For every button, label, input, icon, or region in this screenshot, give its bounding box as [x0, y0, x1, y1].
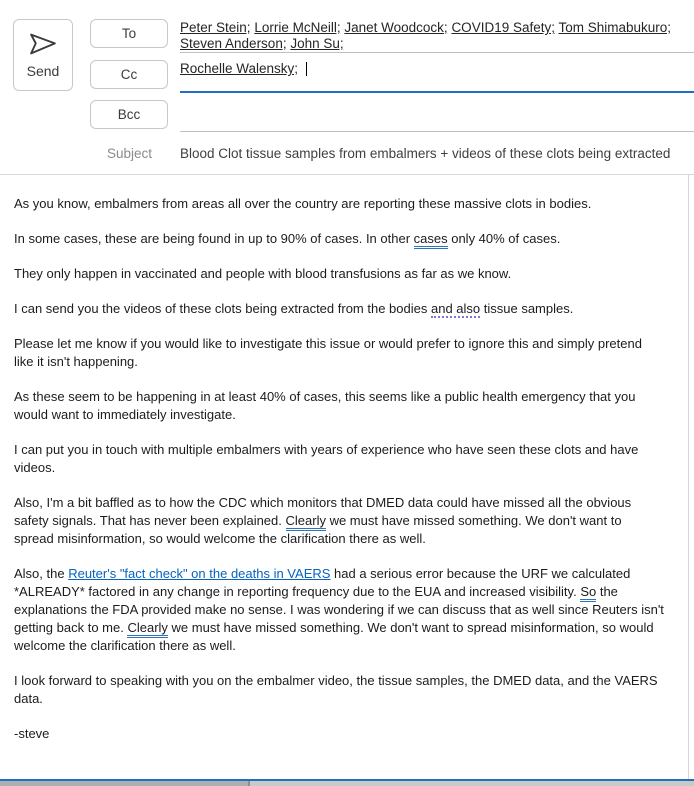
recipient-link[interactable]: Lorrie McNeill; [254, 20, 341, 35]
proofing-marked-text: So [580, 584, 596, 602]
send-button[interactable] [13, 19, 73, 91]
body-paragraph [14, 441, 664, 477]
body-text: Please let me know if you would like to investigate this issue or would prefer to ignore this and simply pretend like it isn't happening. [14, 336, 642, 369]
cc-field[interactable] [180, 61, 694, 93]
body-text: I can put you in touch with multiple embalmers with years of experience who have seen these clots and have videos. [14, 442, 639, 475]
horizontal-scrollbar-thumb[interactable] [0, 781, 248, 786]
scrollbar-splitter [248, 781, 250, 786]
recipient-link[interactable]: COVID19 Safety; [451, 20, 555, 35]
body-text: I can send you the videos of these clots being extracted from the bodies [14, 301, 431, 316]
body-text: They only happen in vaccinated and people with blood transfusions as far as we know. [14, 266, 512, 281]
to-field[interactable] [180, 20, 694, 53]
body-paragraph [14, 265, 664, 283]
body-paragraph [14, 230, 664, 248]
body-text: the explanations the FDA provided make no sense. I was wondering if we can discuss that as well since Reuters isn't getting back to me. [14, 584, 664, 635]
body-paragraph [14, 725, 664, 743]
to-button[interactable]: To [90, 19, 168, 48]
send-icon [28, 31, 58, 57]
body-text: we must have missed something. We don't want to spread misinformation, so would welcome the clarification there as well. [14, 620, 654, 653]
bcc-field[interactable] [180, 101, 694, 132]
recipient-link[interactable]: Rochelle Walensky; [180, 61, 299, 76]
horizontal-scrollbar[interactable] [0, 779, 694, 786]
proofing-marked-text: Clearly [286, 513, 326, 531]
recipient-link[interactable]: Tom Shimabukuro; [558, 20, 672, 35]
body-text: In some cases, these are being found in up to 90% of cases. In other [14, 231, 414, 246]
body-text: had a serious error because the URF we calculated *ALREADY* factored in any change in reporting frequency due to the EUA and increased visibility. [14, 566, 631, 599]
body-paragraph [14, 388, 664, 424]
body-paragraph [14, 494, 664, 548]
body-text: Also, the [14, 566, 69, 581]
vaers-fact-check-link[interactable]: Reuter's "fact check" on the deaths in VAERS [68, 566, 331, 581]
subject-input[interactable]: Blood Clot tissue samples from embalmers + videos of these clots being extracted [180, 146, 671, 161]
recipient-link[interactable]: Peter Stein; [180, 20, 251, 35]
message-body[interactable] [0, 175, 688, 779]
text-cursor [306, 62, 307, 76]
vertical-scrollbar-track[interactable] [688, 175, 689, 779]
body-text: we must have missed something. We don't want to spread misinformation, so would welcome the clarification there as well. [14, 513, 622, 546]
proofing-marked-text: Clearly [127, 620, 167, 638]
body-paragraph [14, 335, 664, 371]
compose-header [0, 0, 694, 175]
body-text: I look forward to speaking with you on the embalmer video, the tissue samples, the DMED data, and the VAERS data. [14, 673, 658, 706]
recipient-link[interactable]: Steven Anderson; [180, 36, 287, 51]
recipient-link[interactable]: John Su; [290, 36, 344, 51]
send-label: Send [26, 63, 60, 79]
proofing-marked-text: cases [414, 231, 448, 249]
body-text: As you know, embalmers from areas all over the country are reporting these massive clots in bodies. [14, 196, 592, 211]
body-paragraph [14, 672, 664, 708]
body-text: As these seem to be happening in at least 40% of cases, this seems like a public health emergency that you would want to immediately investigate. [14, 389, 636, 422]
proofing-marked-text: and also [430, 301, 481, 316]
body-paragraph [14, 195, 664, 213]
body-text: only 40% of cases. [447, 231, 561, 246]
cc-button[interactable]: Cc [90, 60, 168, 89]
recipient-link[interactable]: Janet Woodcock; [344, 20, 448, 35]
body-paragraph [14, 565, 664, 655]
body-text: Also, I'm a bit baffled as to how the CDC which monitors that DMED data could have missed all the obvious safety signals. That has never been explained. [14, 495, 632, 528]
subject-label: Subject [107, 146, 153, 161]
bcc-button[interactable]: Bcc [90, 100, 168, 129]
body-text: tissue samples. [480, 301, 574, 316]
body-paragraph [14, 300, 664, 318]
body-text: -steve [14, 726, 50, 741]
